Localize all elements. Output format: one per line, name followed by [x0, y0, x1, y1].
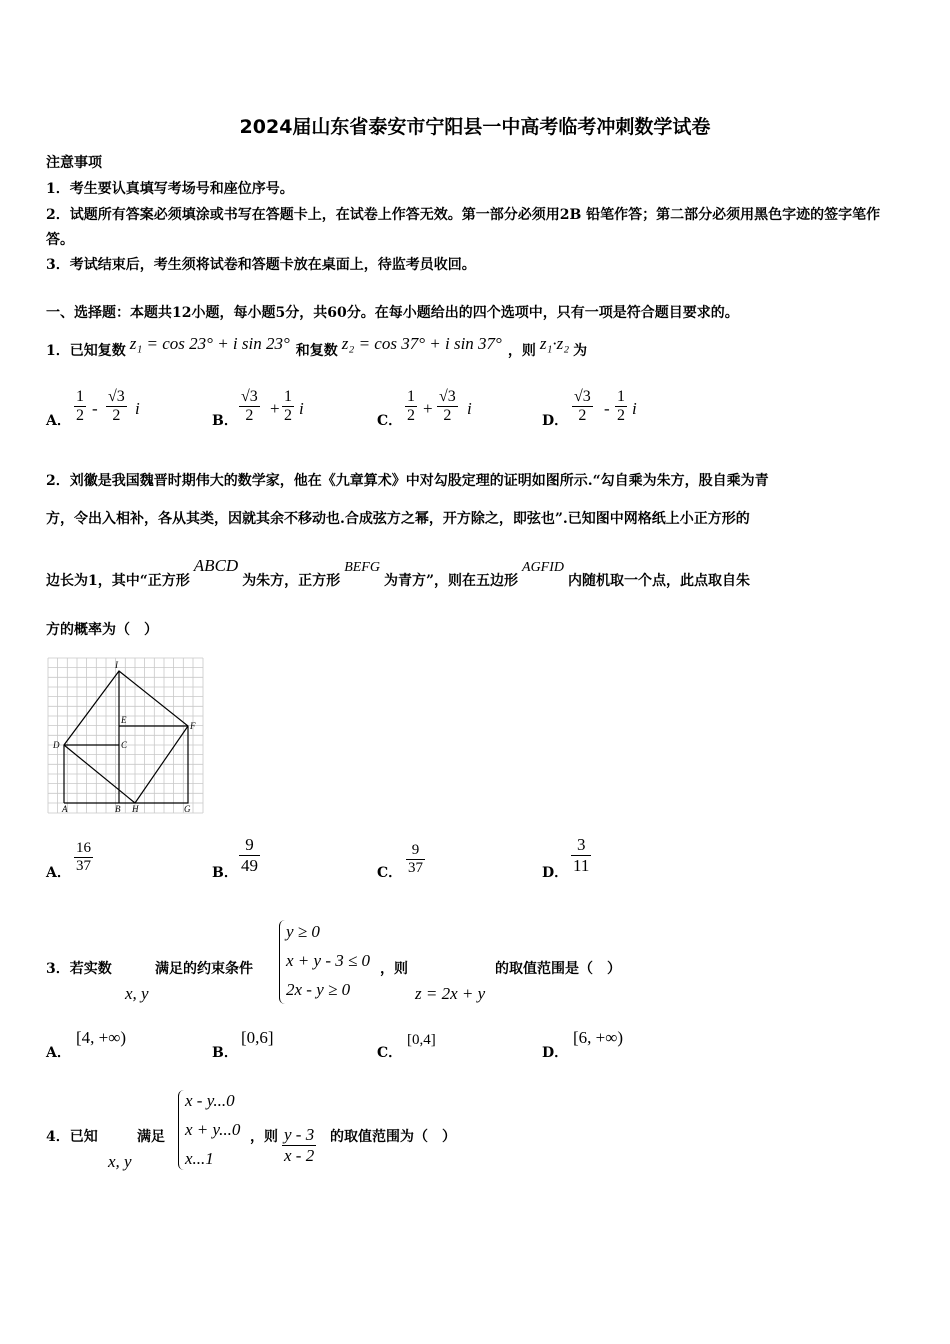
q2-option-b-label: B．: [212, 865, 238, 881]
q3-constraint-2: x + y - 3 ≤ 0: [286, 951, 371, 970]
q1-c-frac2: $\frac{√3}{2}$: [439, 388, 456, 424]
q3-option-b-label: B．: [212, 1045, 238, 1061]
q3-text-4: 的取值范围是（ ）: [495, 961, 621, 977]
q4-fraction: $\frac{y - 3}{x - 2}$: [284, 1125, 315, 1165]
q3-constraint-1: y ≥ 0: [286, 922, 320, 941]
q1-option-a-label: A．: [46, 413, 71, 429]
label-i: I: [115, 660, 118, 670]
q1-d-frac2: $\frac{1}{2}$: [617, 388, 625, 424]
pythagorean-grid-figure: [46, 656, 206, 816]
q1-product: z₁·z₂: [539, 334, 570, 353]
q1-option-d-label: D．: [542, 413, 569, 429]
section-1-heading: 一、选择题：本题共12小题，每小题5分，共60分。在每小题给出的四个选项中，只有一项是符合题目要求的。: [46, 305, 739, 321]
q4-text-3: ，则: [250, 1129, 278, 1145]
q2-line-1: 2．刘徽是我国魏晋时期伟大的数学家，他在《九章算术》中对勾股定理的证明如图所示.“勾自乘为朱方，股自乘为青: [46, 473, 769, 489]
label-g: G: [184, 804, 191, 814]
q1-text-4: 为: [573, 343, 588, 359]
q2-text-a: 边长为1，其中“正方形: [46, 573, 190, 589]
q4-vars: x, y: [108, 1152, 132, 1171]
notice-item-1: 1．考生要认真填写考场号和座位序号。: [46, 181, 294, 197]
q1-a-op: -: [92, 399, 98, 418]
q4-text-4: 的取值范围为（ ）: [330, 1129, 456, 1145]
q1-c-frac1: $\frac{1}{2}$: [407, 388, 415, 424]
q3-brace: [279, 920, 286, 1004]
label-b: B: [115, 804, 121, 814]
q2-line-3: [46, 556, 751, 590]
q3-constraint-3: 2x - y ≥ 0: [286, 980, 351, 999]
q1-c-op: +: [423, 399, 433, 418]
q3-option-a-label: A．: [46, 1045, 71, 1061]
notice-item-3: 3．考试结束后，考生须将试卷和答题卡放在桌面上，待监考员收回。: [46, 257, 476, 273]
q2-befg: BEFG: [344, 560, 380, 575]
q2-option-c-label: C．: [377, 865, 403, 881]
q3-text-1: 3．若实数: [46, 961, 112, 977]
q1-option-c-label: C．: [377, 413, 403, 429]
label-f: F: [190, 721, 196, 731]
q2-d-frac: $\frac{3}{11}$: [573, 835, 590, 875]
q1-b-frac1: $\frac{√3}{2}$: [241, 388, 258, 424]
q3-constraints: [286, 917, 370, 1004]
q2-line-4: 方的概率为（ ）: [46, 622, 158, 638]
q1-d-op: -: [604, 399, 610, 418]
q2-option-d-label: D．: [542, 865, 569, 881]
notice-heading: 注意事项: [46, 155, 102, 171]
label-a: A: [62, 804, 68, 814]
q3-option-c-label: C．: [377, 1045, 403, 1061]
q2-text-c: 为青方”，则在五边形: [383, 573, 519, 589]
q1-d-frac1: $\frac{√3}{2}$: [574, 388, 591, 424]
q1-b-frac2: $\frac{1}{2}$: [284, 388, 292, 424]
q3-text-2: 满足的约束条件: [155, 961, 253, 977]
q1-text-3: ，则: [507, 343, 536, 359]
q1-text-1: 1．已知复数: [46, 343, 126, 359]
q2-line-2: 方，令出入相补，各从其类，因就其余不移动也.合成弦方之幂，开方除之，即弦也”.已知图中网格纸上小正方形的: [46, 511, 750, 527]
q4-constraints: [185, 1086, 240, 1173]
q1-c-i: i: [467, 399, 472, 418]
q2-text-b: 为朱方，正方形: [242, 573, 341, 589]
q2-c-frac: $\frac{9}{37}$: [408, 842, 423, 876]
q1-z1: z₁ = cos 23° + i sin 23°: [129, 334, 290, 353]
q1-option-b-label: B．: [212, 413, 238, 429]
q3-option-d-label: D．: [542, 1045, 569, 1061]
question-1-stem: [46, 334, 588, 360]
q1-a-frac2: $\frac{√3}{2}$: [108, 388, 125, 424]
q2-a-frac: $\frac{16}{37}$: [76, 840, 91, 874]
q1-z2: z₂ = cos 37° + i sin 37°: [341, 334, 502, 353]
q1-a-i: i: [135, 399, 140, 418]
label-h: H: [132, 804, 139, 814]
q1-text-2: 和复数: [295, 343, 338, 359]
q2-text-d: 内随机取一个点，此点取自朱: [568, 573, 751, 589]
q1-b-op: +: [270, 399, 280, 418]
q1-a-frac1: $\frac{1}{2}$: [76, 388, 84, 424]
label-e: E: [121, 715, 127, 725]
q4-brace: [178, 1090, 185, 1170]
q1-d-i: i: [632, 399, 637, 418]
q4-constraint-3: x...1: [185, 1149, 214, 1168]
q3-objective: z = 2x + y: [415, 984, 486, 1003]
q2-b-frac: $\frac{9}{49}$: [241, 835, 258, 875]
q4-constraint-1: x - y...0: [185, 1091, 235, 1110]
notice-item-2: 2．试题所有答案必须填涂或书写在答题卡上，在试卷上作答无效。第一部分必须用2B 铅笔作答；第二部分必须用黑色字迹的签字笔作答。: [46, 207, 881, 248]
q3-option-a-value: [4, +∞): [76, 1028, 127, 1047]
q2-agfid: AGFID: [522, 560, 565, 575]
page-title: 2024届山东省泰安市宁阳县一中高考临考冲刺数学试卷: [239, 116, 711, 138]
q4-text-1: 4．已知: [46, 1129, 98, 1145]
q2-option-a-label: A．: [46, 865, 71, 881]
label-d: D: [53, 740, 60, 750]
q3-option-c-value: [0,4]: [407, 1032, 436, 1048]
q2-abcd: ABCD: [193, 556, 239, 575]
label-c: C: [121, 740, 128, 750]
q1-b-i: i: [299, 399, 304, 418]
q4-constraint-2: x + y...0: [185, 1120, 241, 1139]
q3-text-3: ，则: [380, 961, 408, 977]
q3-option-b-value: [0,6]: [241, 1028, 274, 1047]
q4-text-2: 满足: [137, 1129, 165, 1145]
q3-option-d-value: [6, +∞): [573, 1028, 624, 1047]
q3-vars: x, y: [125, 984, 149, 1003]
